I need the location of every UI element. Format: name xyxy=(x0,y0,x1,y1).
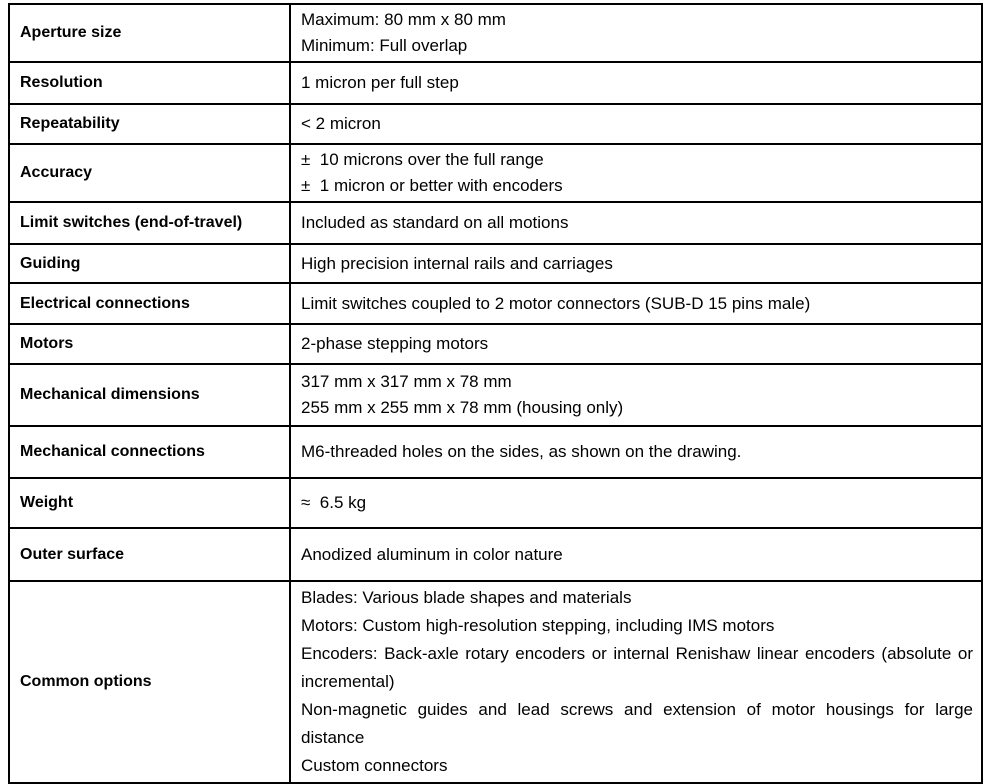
spec-value xyxy=(290,4,982,62)
value-line: ± 10 microns over the full range xyxy=(301,150,544,169)
table-row-resolution xyxy=(9,62,982,104)
table-row-aperture-size xyxy=(9,4,982,62)
spec-value xyxy=(290,202,982,244)
table-row-motors xyxy=(9,324,982,364)
spec-label: Accuracy xyxy=(9,144,290,202)
table-row-mechanical-dimensions xyxy=(9,364,982,426)
spec-value xyxy=(290,104,982,144)
spec-label: Guiding xyxy=(9,244,290,283)
spec-value xyxy=(290,478,982,528)
spec-label: Weight xyxy=(9,478,290,528)
spec-label: Outer surface xyxy=(9,528,290,581)
value-line: Limit switches coupled to 2 motor connectors (SUB-D 15 pins male) xyxy=(301,293,811,313)
value-line: Minimum: Full overlap xyxy=(301,36,468,55)
specification-table xyxy=(8,3,983,784)
spec-label: Motors xyxy=(9,324,290,364)
value-line: 2-phase stepping motors xyxy=(301,334,489,353)
table-row-accuracy xyxy=(9,144,982,202)
spec-label: Resolution xyxy=(9,62,290,104)
spec-label: Limit switches (end-of-travel) xyxy=(9,202,290,244)
value-line: Custom connectors xyxy=(301,756,448,775)
value-line: 317 mm x 317 mm x 78 mm xyxy=(301,372,512,391)
value-line: ≈ 6.5 kg xyxy=(301,493,367,512)
value-line: Non-magnetic guides and lead screws and extension of motor housings for large distance xyxy=(301,700,973,747)
spec-value xyxy=(290,62,982,104)
value-line: M6-threaded holes on the sides, as shown on the drawing. xyxy=(301,442,742,461)
spec-label: Aperture size xyxy=(9,4,290,62)
table-row-weight xyxy=(9,478,982,528)
spec-label: Repeatability xyxy=(9,104,290,144)
table-row-mechanical-connections xyxy=(9,426,982,478)
table-row-common-options xyxy=(9,581,982,783)
value-line: High precision internal rails and carriages xyxy=(301,253,613,273)
table-row-guiding xyxy=(9,244,982,283)
spec-value xyxy=(290,244,982,283)
value-line: Blades: Various blade shapes and materials xyxy=(301,588,632,607)
spec-label: Mechanical connections xyxy=(9,426,290,478)
value-line: Motors: Custom high-resolution stepping, including IMS motors xyxy=(301,616,775,635)
spec-label: Mechanical dimensions xyxy=(9,364,290,426)
spec-value xyxy=(290,144,982,202)
value-line: Anodized aluminum in color nature xyxy=(301,544,563,564)
value-line: Included as standard on all motions xyxy=(301,213,569,232)
value-line: 255 mm x 255 mm x 78 mm (housing only) xyxy=(301,398,624,417)
table-row-electrical-connections xyxy=(9,283,982,324)
spec-value xyxy=(290,581,982,783)
value-line: < 2 micron xyxy=(301,114,381,133)
table-row-outer-surface xyxy=(9,528,982,581)
spec-value xyxy=(290,324,982,364)
value-line: Maximum: 80 mm x 80 mm xyxy=(301,10,506,29)
spec-value xyxy=(290,426,982,478)
value-line: Encoders: Back-axle rotary encoders or internal Renishaw linear encoders (absolute or incremental) xyxy=(301,644,973,691)
spec-value xyxy=(290,528,982,581)
value-line: 1 micron per full step xyxy=(301,73,459,92)
table-row-limit-switches xyxy=(9,202,982,244)
table-row-repeatability xyxy=(9,104,982,144)
spec-value xyxy=(290,283,982,324)
value-line: ± 1 micron or better with encoders xyxy=(301,176,563,195)
spec-label: Common options xyxy=(9,581,290,783)
spec-label: Electrical connections xyxy=(9,283,290,324)
spec-value xyxy=(290,364,982,426)
